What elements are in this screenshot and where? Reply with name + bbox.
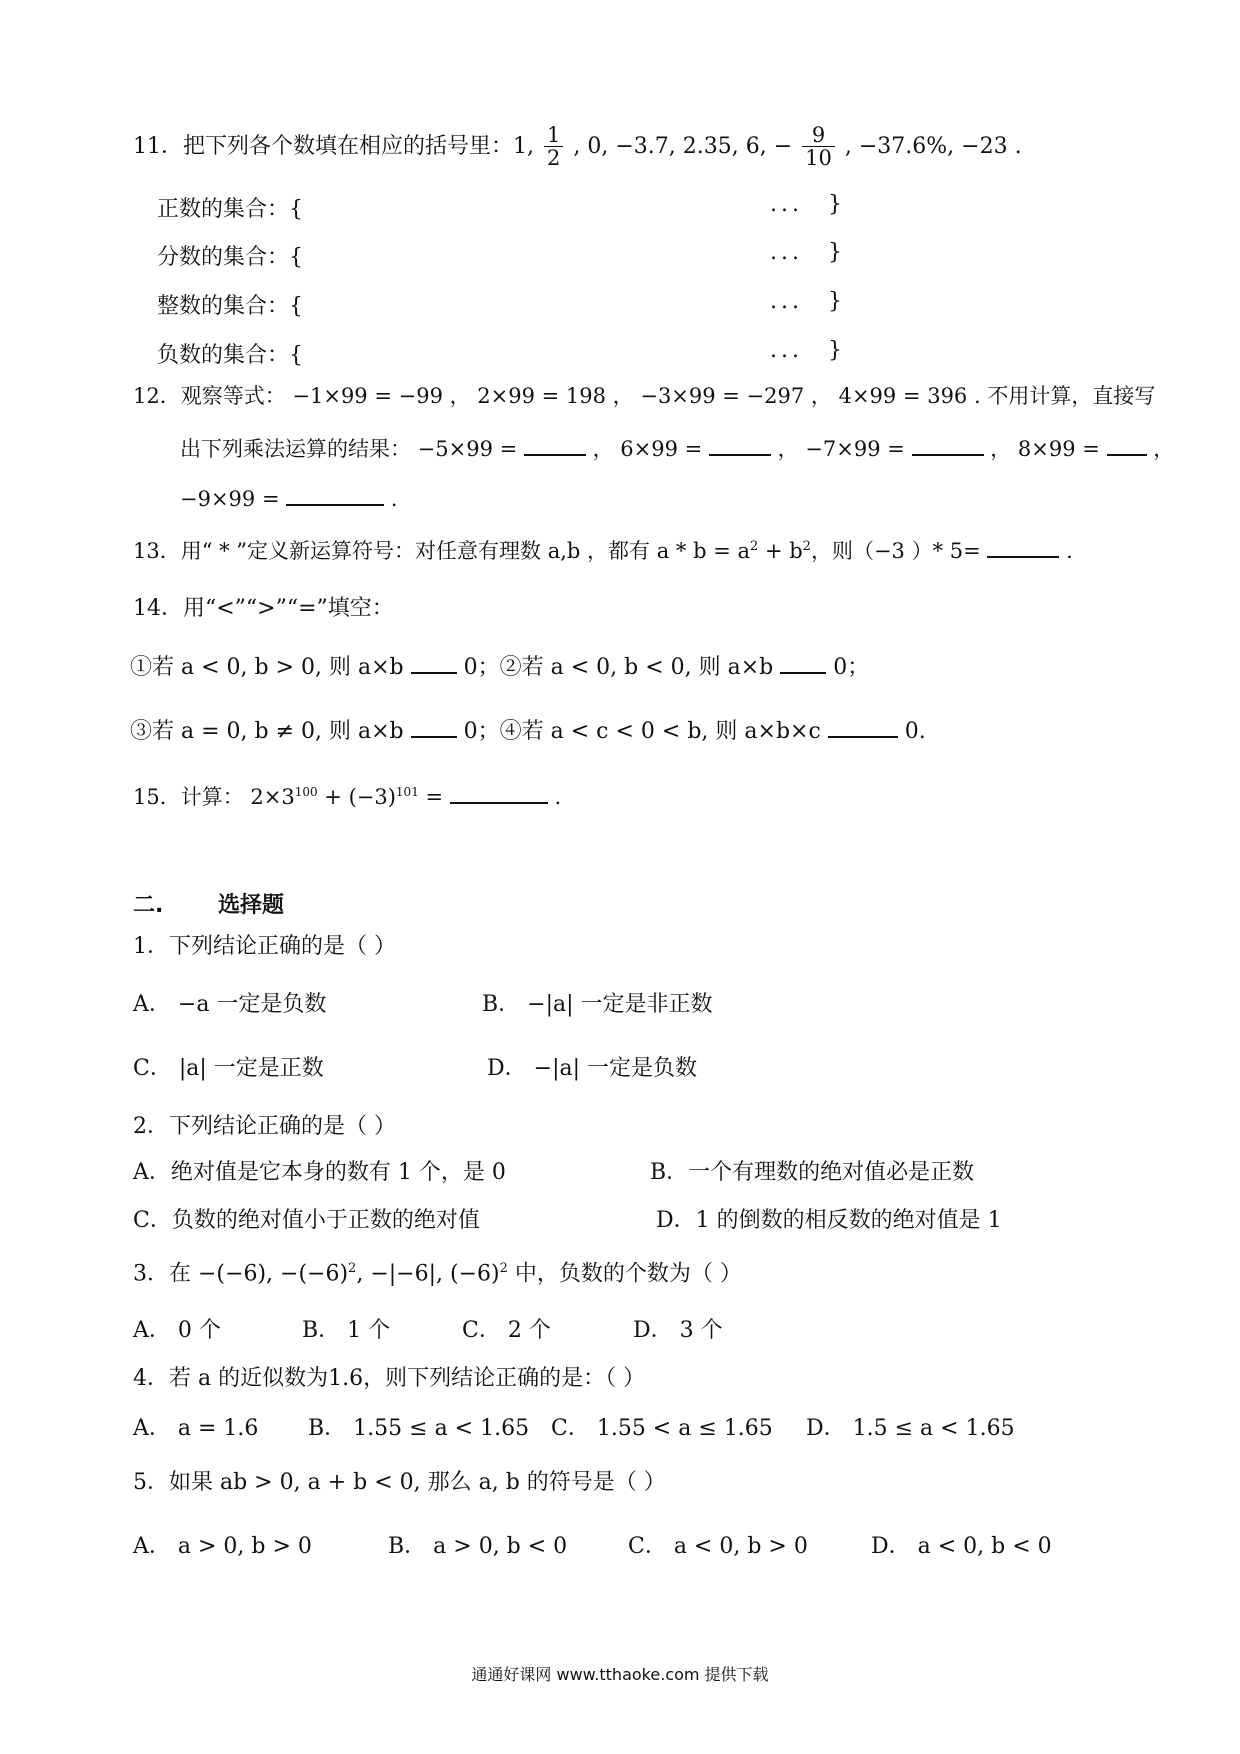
q14-text: ①若 a < 0, b > 0, 则 a×b (130, 655, 404, 680)
q12-text: 出下列乘法运算的结果： −5×99 = (180, 437, 518, 461)
q14-stem: 14．用“<”“>”“=”填空： (133, 596, 394, 621)
ellipsis: ... (770, 338, 803, 363)
mc2-option-c: C．负数的绝对值小于正数的绝对值 (133, 1208, 480, 1233)
fraction-one-half (544, 124, 563, 170)
closing-brace: } (828, 240, 842, 265)
fraction-denominator: 2 (544, 146, 563, 170)
q14-row2 (130, 718, 926, 743)
mc3-option-b: B． 1 个 (302, 1318, 391, 1343)
q12-text: ， 8×99 = (990, 437, 1100, 461)
answer-blank[interactable] (524, 436, 586, 456)
fraction-nine-tenths (802, 124, 835, 170)
mc5-stem: 5．如果 ab > 0, a + b < 0, 那么 a, b 的符号是（ ） (133, 1470, 666, 1495)
mc4-option-b: B． 1.55 ≤ a < 1.65 (308, 1416, 530, 1441)
q14-text: 0. (904, 719, 926, 744)
mc2-stem: 2．下列结论正确的是（ ） (133, 1114, 396, 1139)
q14-text: 0；②若 a < 0, b < 0, 则 a×b (463, 655, 774, 680)
q15-text: + (−3) (317, 785, 396, 809)
closing-brace: } (828, 338, 842, 363)
mc3-stem (133, 1262, 742, 1285)
q12-line1 (133, 386, 1155, 407)
q12-text: ， −7×99 = (777, 437, 905, 461)
answer-blank[interactable] (286, 486, 384, 506)
set-label: 正数的集合：{ (157, 197, 303, 222)
q11-tail: , −37.6%, −23 . (844, 134, 1022, 160)
superscript: 2 (348, 1261, 357, 1276)
mc1-option-b: B． −|a| 一定是非正数 (482, 992, 713, 1017)
set-label: 负数的集合：{ (157, 343, 303, 368)
ellipsis: ... (770, 192, 803, 217)
mc4-option-c: C． 1.55 < a ≤ 1.65 (551, 1416, 773, 1441)
q14-title (133, 598, 394, 620)
superscript: 2 (802, 539, 811, 554)
closing-brace: } (828, 192, 842, 217)
mc1-option-a: A． −a 一定是负数 (133, 992, 327, 1017)
set-label: 整数的集合：{ (157, 294, 303, 319)
mc2-option-b: B．一个有理数的绝对值必是正数 (650, 1160, 975, 1185)
q13-text: ，则（−3 ）* 5= (810, 539, 981, 563)
q13-text: 13．用“ * ”定义新运算符号：对任意有理数 a,b ，都有 a * b = a (133, 539, 750, 563)
mc5-option-a: A． a > 0, b > 0 (133, 1534, 312, 1559)
q12-text: . (390, 487, 398, 511)
mc3-option-c: C． 2 个 (462, 1318, 551, 1343)
q11-intro: 11．把下列各个数填在相应的括号里：1, (133, 134, 534, 160)
q15-text: 15．计算： 2×3 (133, 785, 295, 809)
mc3-text: 中，负数的个数为（ ） (507, 1261, 742, 1287)
q14-row1 (130, 654, 869, 679)
answer-blank[interactable] (912, 436, 984, 456)
q12-text: −9×99 = (180, 487, 280, 511)
q12-line2 (180, 436, 1174, 460)
q12-line3 (180, 486, 398, 510)
mc3-text: , −|−6|, (−6) (356, 1261, 500, 1287)
superscript: 2 (499, 1261, 508, 1276)
mc3-option-a: A． 0 个 (133, 1318, 221, 1343)
q14-text: ③若 a = 0, b ≠ 0, 则 a×b (130, 719, 404, 744)
q15 (133, 784, 561, 808)
q11-stem (133, 124, 1022, 170)
q12-stem: 12．观察等式： −1×99 = −99 ， 2×99 = 198 ， −3×99 = −297 ， 4×99 = 396 . 不用计算，直接写 (133, 384, 1156, 408)
mc2-option-d: D．1 的倒数的相反数的绝对值是 1 (656, 1208, 1002, 1233)
answer-blank[interactable] (780, 654, 826, 674)
mc4-stem: 4．若 a 的近似数为1.6，则下列结论正确的是：（ ） (133, 1366, 646, 1391)
mc1-stem: 1．下列结论正确的是（ ） (133, 934, 396, 959)
q14-text: 0； (833, 655, 870, 680)
superscript: 101 (395, 785, 419, 799)
mc5-option-d: D． a < 0, b < 0 (871, 1534, 1052, 1559)
fraction-numerator: 9 (811, 123, 826, 147)
mc3-option-d: D． 3 个 (633, 1318, 723, 1343)
section-title: 选择题 (218, 893, 285, 918)
answer-blank[interactable] (987, 538, 1059, 558)
ellipsis: ... (770, 289, 803, 314)
answer-blank[interactable] (411, 654, 457, 674)
q15-end: . (554, 785, 562, 809)
q15-text: = (418, 785, 444, 809)
fraction-numerator: 1 (547, 123, 561, 147)
mc5-option-b: B． a > 0, b < 0 (388, 1534, 568, 1559)
q12-text: ， (1153, 437, 1175, 461)
answer-blank[interactable] (709, 436, 771, 456)
page-footer: 通通好课网 www.tthaoke.com 提供下载 (471, 1665, 769, 1684)
q13 (133, 538, 1073, 562)
superscript: 2 (750, 539, 759, 554)
ellipsis: ... (770, 240, 803, 265)
q12-text: ， 6×99 = (592, 437, 703, 461)
q13-end: . (1066, 539, 1073, 563)
answer-blank[interactable] (1107, 436, 1147, 456)
mc1-option-d: D． −|a| 一定是负数 (487, 1056, 697, 1081)
mc4-option-a: A． a = 1.6 (133, 1416, 259, 1441)
answer-blank[interactable] (828, 718, 898, 738)
q13-text: + b (758, 539, 803, 563)
mc3-text: 3．在 −(−6), −(−6) (133, 1261, 349, 1287)
q14-text: 0；④若 a < c < 0 < b, 则 a×b×c (463, 719, 821, 744)
fraction-denominator: 10 (802, 146, 835, 170)
mc2-option-a: A．绝对值是它本身的数有 1 个，是 0 (133, 1160, 506, 1185)
superscript: 100 (294, 785, 318, 799)
answer-blank[interactable] (450, 784, 548, 804)
mc1-option-c: C． |a| 一定是正数 (133, 1056, 324, 1081)
mc4-option-d: D． 1.5 ≤ a < 1.65 (806, 1416, 1015, 1441)
set-label: 分数的集合：{ (157, 245, 303, 270)
section-number: 二. (133, 893, 164, 918)
closing-brace: } (828, 289, 842, 314)
q11-middle: , 0, −3.7, 2.35, 6, − (573, 134, 793, 160)
answer-blank[interactable] (411, 718, 457, 738)
mc5-option-c: C． a < 0, b > 0 (628, 1534, 808, 1559)
